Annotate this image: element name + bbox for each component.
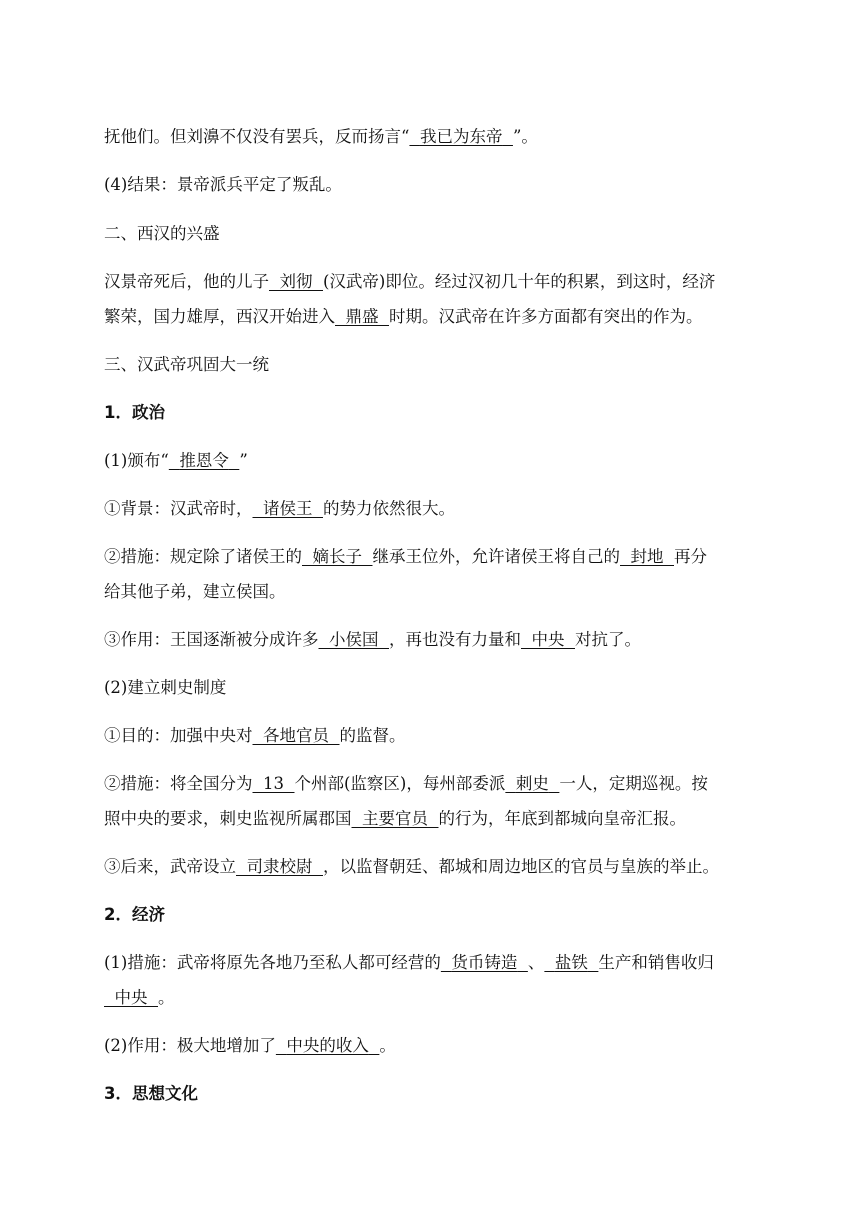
subsection-heading <box>104 904 764 926</box>
text-line <box>104 1035 764 1057</box>
subsection-heading <box>104 1083 764 1105</box>
text-line <box>104 725 764 747</box>
text: ②措施：规定除了诸侯王的 <box>104 546 302 566</box>
answer-blank: 封地 <box>630 546 664 566</box>
text-line <box>104 450 764 472</box>
answer-blank: 诸侯王 <box>263 498 313 518</box>
answer-blank: 盐铁 <box>554 952 588 972</box>
text: 生产和销售收归 <box>598 952 714 972</box>
text: 。 <box>158 987 175 1007</box>
text: (2)建立刺史制度 <box>104 677 227 697</box>
text: 照中央的要求，刺史监视所属郡国 <box>104 808 352 828</box>
text: 个州部(监察区)，每州部委派 <box>294 773 506 793</box>
answer-blank: 鼎盛 <box>345 306 379 326</box>
text-line <box>104 306 764 328</box>
answer-blank: 推恩令 <box>179 450 229 470</box>
text: 汉景帝死后，他的儿子 <box>104 271 269 291</box>
text: 时期。汉武帝在许多方面都有突出的作为。 <box>389 306 703 326</box>
text-line <box>104 987 764 1009</box>
text: ，再也没有力量和 <box>389 629 521 649</box>
text-line <box>104 952 764 974</box>
text: (2)作用：极大地增加了 <box>104 1035 276 1055</box>
text-line <box>104 174 764 196</box>
answer-blank: 刺史 <box>515 773 549 793</box>
text: (4)结果：景帝派兵平定了叛乱。 <box>104 174 342 194</box>
text: 继承王位外，允许诸侯王将自己的 <box>372 546 620 566</box>
text: 二、西汉的兴盛 <box>104 223 220 243</box>
answer-blank: 刘彻 <box>279 271 313 291</box>
section-heading <box>104 223 764 245</box>
text: 再分 <box>674 546 707 566</box>
text: ，以监督朝廷、都城和周边地区的官员与皇族的举止。 <box>323 856 719 876</box>
text-line <box>104 773 764 795</box>
text: 繁荣，国力雄厚，西汉开始进入 <box>104 306 335 326</box>
text: (1)颁布“ <box>104 450 169 470</box>
text-line <box>104 126 764 148</box>
text-line <box>104 498 764 520</box>
text: ②措施：将全国分为 <box>104 773 253 793</box>
text: 抚他们。但刘濞不仅没有罢兵，反而扬言“ <box>104 126 410 146</box>
answer-blank: 我已为东帝 <box>419 126 503 146</box>
text: 。 <box>379 1035 396 1055</box>
answer-blank: 中央 <box>114 987 148 1007</box>
text: 一人，定期巡视。按 <box>559 773 708 793</box>
text: (汉武帝)即位。经过汉初几十年的积累，到这时，经济 <box>323 271 716 291</box>
text: 的监督。 <box>339 725 406 745</box>
text: 、 <box>527 952 545 972</box>
answer-blank: 中央的收入 <box>286 1035 369 1055</box>
text: ③后来，武帝设立 <box>104 856 236 876</box>
text-line <box>104 629 764 651</box>
text-line <box>104 677 764 699</box>
text: 的势力依然很大。 <box>323 498 455 518</box>
text: ①目的：加强中央对 <box>104 725 253 745</box>
answer-blank: 13 <box>263 773 284 793</box>
text: 3．思想文化 <box>104 1083 198 1103</box>
text: 给其他子弟，建立侯国。 <box>104 581 286 601</box>
text-line <box>104 271 764 293</box>
text-line <box>104 546 764 568</box>
answer-blank: 小侯国 <box>329 629 379 649</box>
answer-blank: 嫡长子 <box>312 546 362 566</box>
text: ①背景：汉武帝时， <box>104 498 253 518</box>
text-line <box>104 581 764 603</box>
text: 三、汉武帝巩固大一统 <box>104 354 269 374</box>
text-line <box>104 808 764 830</box>
text: (1)措施：武帝将原先各地乃至私人都可经营的 <box>104 952 441 972</box>
section-heading <box>104 354 764 376</box>
answer-blank: 货币铸造 <box>451 952 518 972</box>
text: 的行为，年底到都城向皇帝汇报。 <box>438 808 686 828</box>
text-line <box>104 856 764 878</box>
text: ③作用：王国逐渐被分成许多 <box>104 629 319 649</box>
answer-blank: 中央 <box>531 629 565 649</box>
answer-blank: 各地官员 <box>263 725 329 745</box>
text: ” <box>239 450 248 470</box>
answer-blank: 主要官员 <box>362 808 428 828</box>
text: 1．政治 <box>104 402 165 422</box>
text: ”。 <box>512 126 538 146</box>
subsection-heading <box>104 402 764 424</box>
text: 2．经济 <box>104 904 165 924</box>
answer-blank: 司隶校尉 <box>246 856 313 876</box>
text: 对抗了。 <box>575 629 641 649</box>
